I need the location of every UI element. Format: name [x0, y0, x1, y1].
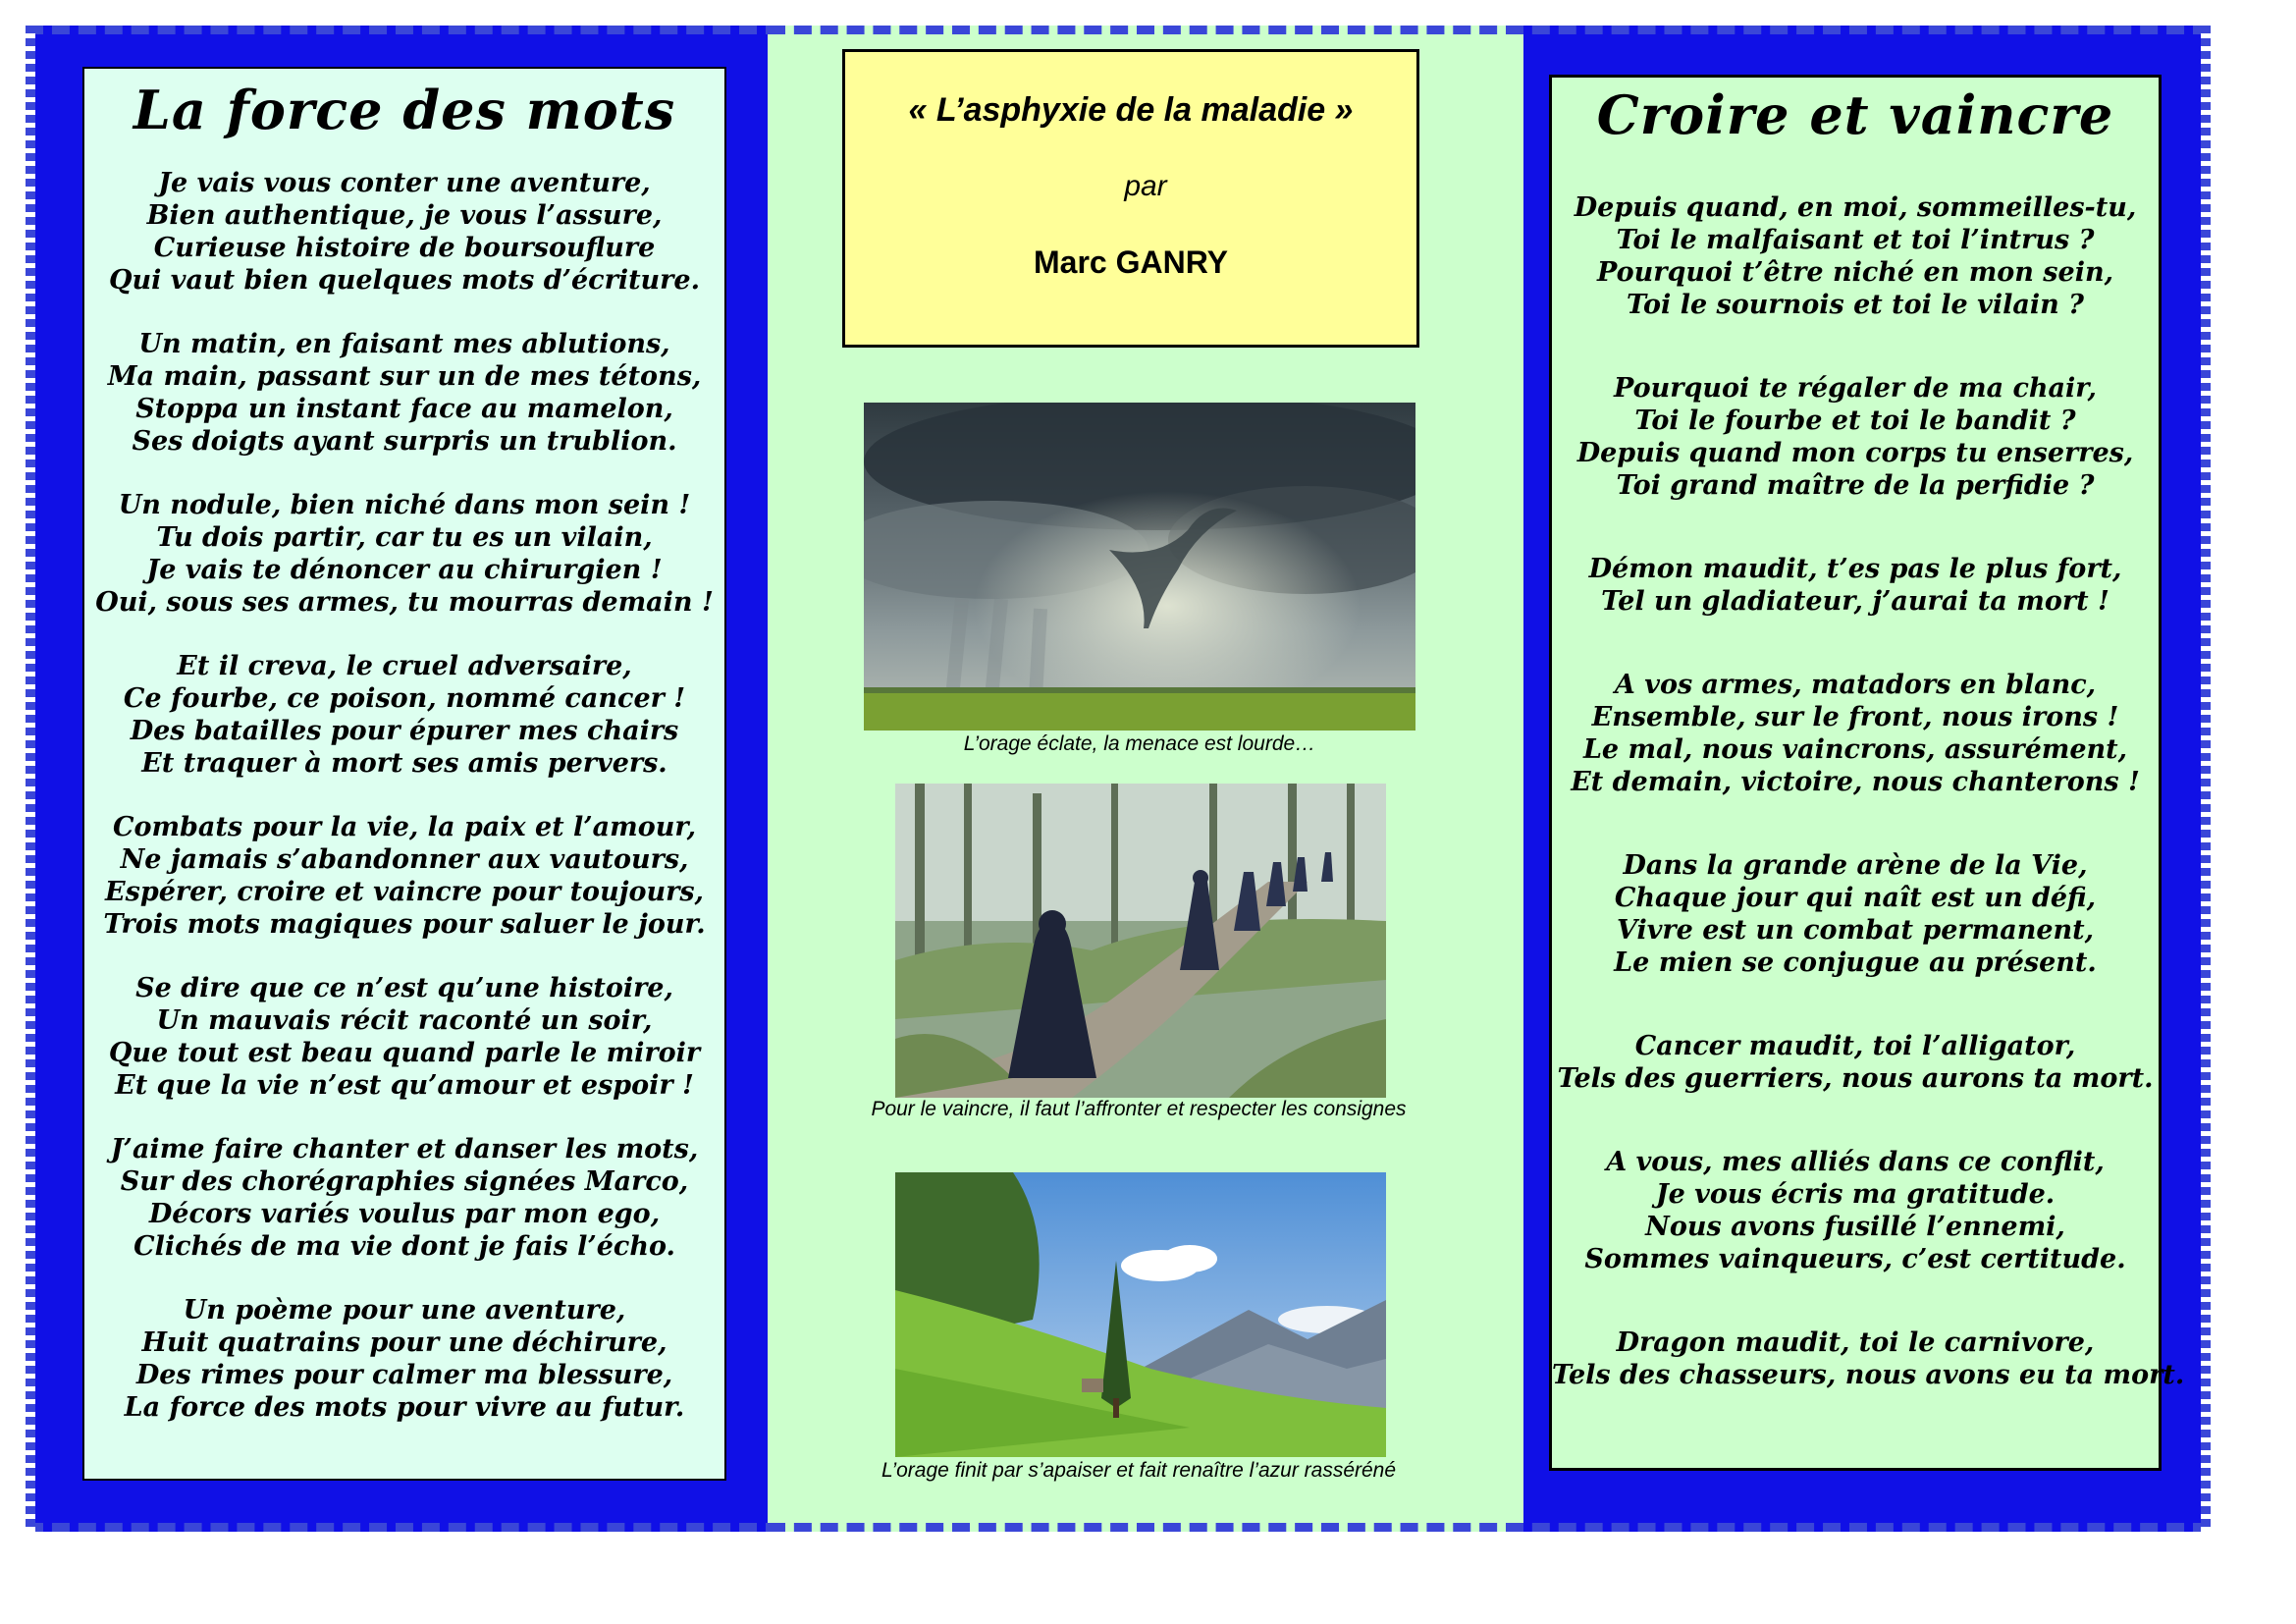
poem-stanza	[1552, 1146, 2159, 1275]
hikers-photo-image	[895, 784, 1386, 1098]
poem-line: Tels des guerriers, nous aurons ta mort.	[1557, 1063, 2154, 1094]
poem-line: Et demain, victoire, nous chanterons !	[1571, 767, 2140, 797]
right-poem-body	[1552, 191, 2185, 1391]
poem-line: Vivre est un combat permanent,	[1616, 915, 2095, 946]
booklet-title: « L’asphyxie de la maladie »	[908, 91, 1354, 129]
booklet-title-box	[842, 49, 1419, 348]
poem-line: Sommes vainqueurs, c’est certitude.	[1584, 1244, 2126, 1274]
storm-photo-image	[864, 403, 1415, 731]
poem-line: Démon maudit, t’es pas le plus fort,	[1588, 554, 2122, 584]
poem-stanza	[1552, 1326, 2185, 1391]
left-poem-title: La force des mots	[133, 79, 676, 141]
poem-stanza	[1552, 191, 2159, 321]
poem-line: Ma main, passant sur un de mes tétons,	[107, 361, 702, 392]
poem-line: Stoppa un instant face au mamelon,	[135, 394, 673, 424]
right-dashed-border	[2201, 26, 2211, 1532]
valley-photo-image	[895, 1172, 1386, 1457]
poem-line: Pourquoi t’être niché en mon sein,	[1597, 257, 2113, 288]
poem-line: Des rimes pour calmer ma blessure,	[135, 1360, 673, 1390]
poem-line: Qui vaut bien quelques mots d’écriture.	[108, 265, 700, 296]
poem-line: Je vous écris ma gratitude.	[1655, 1179, 2056, 1210]
booklet-author: Marc GANRY	[1034, 244, 1228, 280]
poem-line: Le mal, nous vaincrons, assurément,	[1582, 734, 2128, 765]
poem-line: Huit quatrains pour une déchirure,	[141, 1327, 667, 1358]
poem-line: Décors variés voulus par mon ego,	[148, 1199, 661, 1229]
poem-stanza	[84, 167, 724, 297]
poem-stanza	[84, 489, 724, 619]
poem-line: Sur des chorégraphies signées Marco,	[120, 1166, 689, 1197]
valley-photo	[895, 1172, 1386, 1457]
poem-line: Des batailles pour épurer mes chairs	[130, 716, 679, 746]
storm-photo	[864, 403, 1415, 731]
poem-line: Combats pour la vie, la paix et l’amour,	[112, 812, 697, 842]
poem-line: Et il creva, le cruel adversaire,	[177, 651, 632, 681]
poem-line: Je vais vous conter une aventure,	[158, 168, 651, 198]
poem-line: Je vais te dénoncer au chirurgien !	[146, 555, 663, 585]
poem-line: Un poème pour une aventure,	[183, 1295, 626, 1326]
poem-line: Trois mots magiques pour saluer le jour.	[103, 909, 706, 940]
left-dashed-border	[26, 26, 35, 1532]
poem-line: Espérer, croire et vaincre pour toujours,	[105, 877, 704, 907]
poem-line: Chaque jour qui naît est un défi,	[1614, 883, 2097, 913]
poem-line: Tels des chasseurs, nous avons eu ta mort.	[1552, 1360, 2185, 1390]
poem-stanza	[84, 328, 724, 458]
left-poem-panel	[82, 67, 726, 1481]
poem-line: Que tout est beau quand parle le miroir	[108, 1038, 701, 1068]
poem-line: Clichés de ma vie dont je fais l’écho.	[133, 1231, 675, 1262]
hikers-photo	[895, 784, 1386, 1098]
poem-line: Curieuse histoire de boursouflure	[153, 233, 656, 263]
poem-line: Toi le malfaisant et toi l’intrus ?	[1616, 225, 2095, 255]
poem-line: Un nodule, bien niché dans mon sein !	[118, 490, 691, 520]
poem-line: Ne jamais s’abandonner aux vautours,	[120, 844, 689, 875]
poem-line: Toi le fourbe et toi le bandit ?	[1634, 406, 2076, 436]
poem-line: A vous, mes alliés dans ce conflit,	[1606, 1147, 2105, 1177]
poem-line: Bien authentique, je vous l’assure,	[146, 200, 663, 231]
poem-line: Un mauvais récit raconté un soir,	[156, 1005, 653, 1036]
poem-line: Se dire que ce n’est qu’une histoire,	[135, 973, 673, 1003]
left-poem-body	[84, 167, 724, 1424]
poem-line: Tu dois partir, car tu es un vilain,	[156, 522, 653, 553]
poem-line: Depuis quand mon corps tu enserres,	[1576, 438, 2134, 468]
poem-stanza	[1552, 669, 2159, 798]
poem-line: Toi le sournois et toi le vilain ?	[1627, 290, 2084, 320]
poem-line: Dragon maudit, toi le carnivore,	[1616, 1327, 2095, 1358]
poem-line: Toi grand maître de la perfidie ?	[1616, 470, 2095, 501]
poem-stanza	[84, 650, 724, 780]
poem-line: J’aime faire chanter et danser les mots,	[110, 1134, 699, 1164]
poem-line: Nous avons fusillé l’ennemi,	[1645, 1212, 2065, 1242]
poem-line: Dans la grande arène de la Vie,	[1623, 850, 2088, 881]
poem-line: La force des mots pour vivre au futur.	[124, 1392, 685, 1423]
right-poem-title: Croire et vaincre	[1596, 83, 2114, 146]
poem-line: Pourquoi te régaler de ma chair,	[1614, 373, 2097, 404]
booklet-by: par	[1124, 170, 1167, 202]
poem-line: Cancer maudit, toi l’alligator,	[1634, 1031, 2076, 1061]
poem-stanza	[1552, 1030, 2159, 1095]
poem-stanza	[84, 1294, 724, 1424]
poem-line: Et que la vie n’est qu’amour et espoir !	[115, 1070, 694, 1101]
poem-stanza	[1552, 372, 2159, 502]
poem-line: A vos armes, matadors en blanc,	[1614, 670, 2097, 700]
poem-line: Oui, sous ses armes, tu mourras demain !	[95, 587, 714, 618]
caption-storm: L’orage éclate, la menace est lourde…	[963, 732, 1316, 755]
poem-stanza	[1552, 849, 2159, 979]
poem-line: Le mien se conjugue au présent.	[1614, 947, 2097, 978]
poem-line: Depuis quand, en moi, sommeilles-tu,	[1574, 192, 2137, 223]
poem-line: Et traquer à mort ses amis pervers.	[141, 748, 667, 779]
poem-stanza	[84, 972, 724, 1102]
poem-line: Ses doigts ayant surpris un trublion.	[132, 426, 677, 457]
caption-hikers: Pour le vaincre, il faut l’affronter et respecter les consignes	[871, 1098, 1407, 1120]
poem-line: Ensemble, sur le front, nous irons !	[1591, 702, 2119, 732]
poem-line: Tel un gladiateur, j’aurai ta mort !	[1601, 586, 2109, 617]
poem-line: Un matin, en faisant mes ablutions,	[138, 329, 670, 359]
poem-stanza	[84, 1133, 724, 1263]
right-poem-panel	[1549, 75, 2185, 1471]
poem-stanza	[84, 811, 724, 941]
poem-line: Ce fourbe, ce poison, nommé cancer !	[123, 683, 686, 714]
caption-valley: L’orage finit par s’apaiser et fait renaître l’azur rasséréné	[881, 1459, 1397, 1482]
poem-stanza	[1552, 553, 2159, 618]
